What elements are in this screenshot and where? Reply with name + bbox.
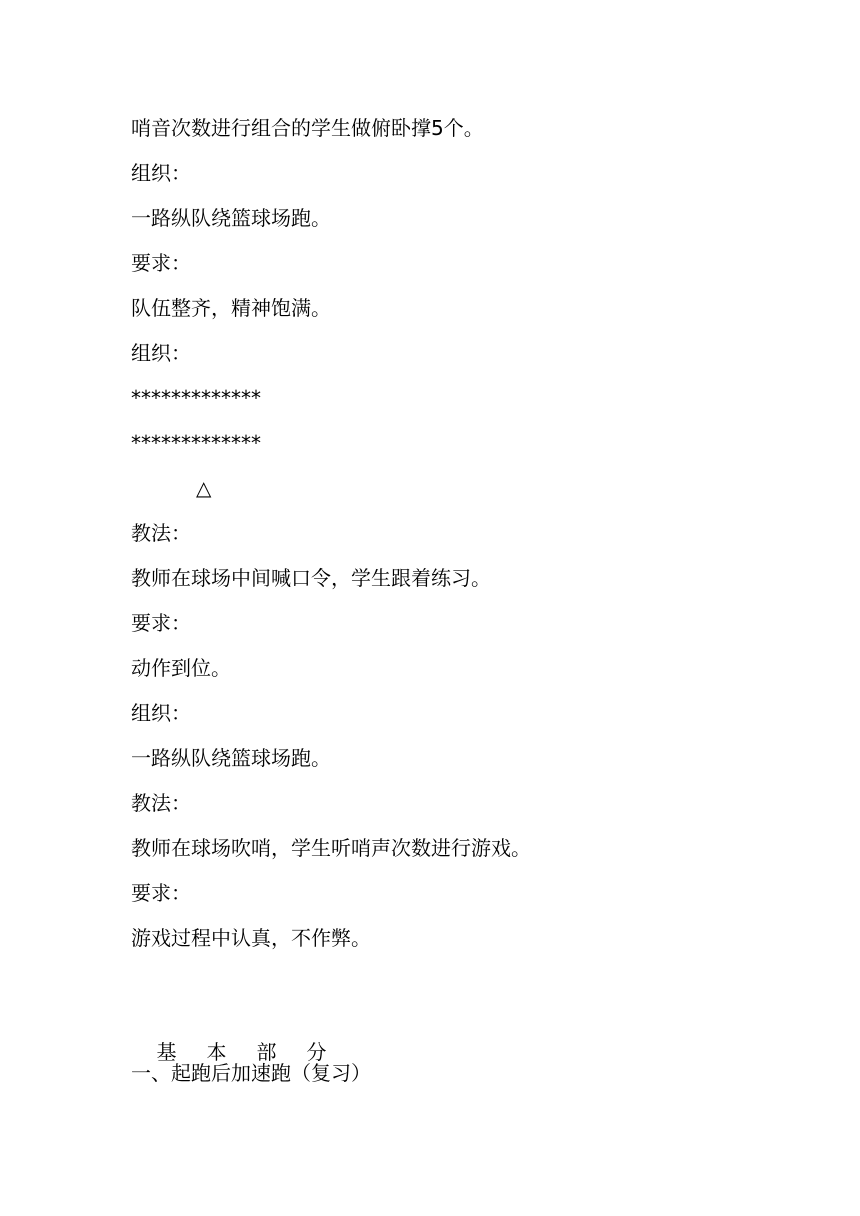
text-line: 队伍整齐，精神饱满。 <box>131 296 331 320</box>
text-line: 组织： <box>131 161 191 185</box>
text-line: 教法： <box>131 521 191 545</box>
section-heading-char: 部 <box>256 1040 277 1064</box>
text-line: 要求： <box>131 881 191 905</box>
text-line: 要求： <box>131 611 191 635</box>
text-line: 哨音次数进行组合的学生做俯卧撑5个。 <box>131 116 484 140</box>
section-heading-char: 分 <box>306 1040 327 1064</box>
section-heading-char: 本 <box>206 1040 227 1064</box>
text-line: 动作到位。 <box>131 656 231 680</box>
text-line: 一路纵队绕篮球场跑。 <box>131 746 331 770</box>
text-line: 一路纵队绕篮球场跑。 <box>131 206 331 230</box>
text-line: 教师在球场中间喊口令，学生跟着练习。 <box>131 566 491 590</box>
subheading: 一、起跑后加速跑（复习） <box>131 1061 371 1085</box>
triangle-symbol: △ <box>196 476 212 500</box>
section-heading-char: 基 <box>156 1040 177 1064</box>
text-line: 教师在球场吹哨，学生听哨声次数进行游戏。 <box>131 836 531 860</box>
text-line: 教法： <box>131 791 191 815</box>
text-line: 组织： <box>131 341 191 365</box>
text-line: 组织： <box>131 701 191 725</box>
text-line: 要求： <box>131 251 191 275</box>
text-line: ************* <box>131 431 261 455</box>
text-line: 游戏过程中认真，不作弊。 <box>131 926 371 950</box>
text-line: ************* <box>131 386 261 410</box>
